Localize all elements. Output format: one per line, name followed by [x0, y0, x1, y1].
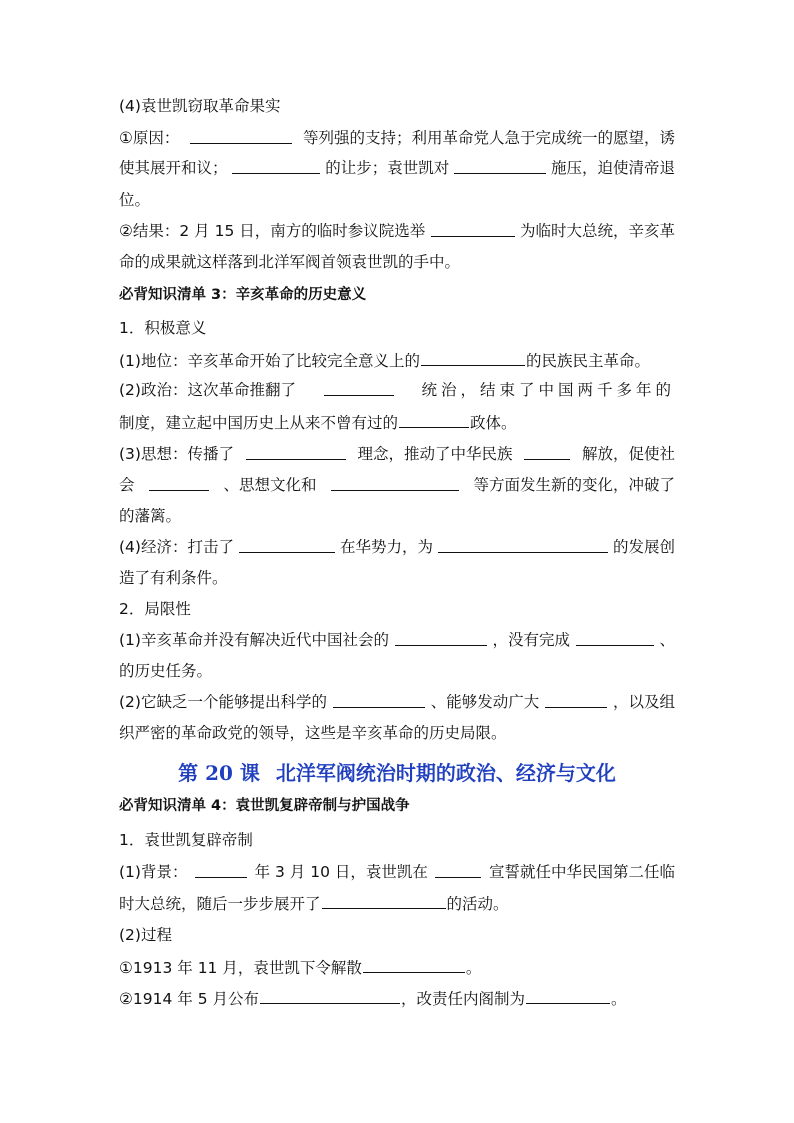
- fill-blank[interactable]: [331, 475, 459, 491]
- text-run: (1)背景：: [119, 863, 188, 881]
- text-run: 制度，建立起中国历史上从来不曾有过的: [119, 414, 399, 432]
- text-run: 等列强的支持；利用革命党人急于完成统一的愿望，诱: [302, 129, 675, 147]
- fill-blank[interactable]: [438, 537, 608, 553]
- fill-blank[interactable]: [454, 158, 546, 174]
- text-run: 使其展开和议；: [119, 159, 228, 177]
- text-line: [119, 190, 150, 210]
- fill-blank[interactable]: [239, 537, 335, 553]
- text-line: [119, 925, 172, 945]
- lesson-heading: 北洋军阀统治时期的政治、经济与文化: [275, 761, 616, 785]
- text-line: [119, 893, 509, 914]
- text-line: [119, 568, 228, 588]
- text-line: [119, 380, 675, 400]
- text-line: [119, 537, 675, 557]
- subheading: 2．局限性: [119, 600, 191, 618]
- text-run: ，没有完成: [492, 631, 570, 649]
- fill-blank[interactable]: [399, 412, 469, 428]
- text-run: 时大总统，随后一步步展开了: [119, 895, 321, 913]
- text-line: [119, 723, 507, 743]
- text-run: (1)辛亥革命并没有解决近代中国社会的: [119, 631, 389, 649]
- text-run: 等方面发生新的变化，冲破了: [473, 476, 675, 494]
- text-run: ②1914 年 5 月公布: [119, 990, 259, 1008]
- text-line: [119, 350, 650, 371]
- text-line: [119, 128, 675, 148]
- subheading: 1．袁世凯复辟帝制: [119, 831, 253, 849]
- text-run: 的发展创: [612, 538, 675, 556]
- heading-yuan-seizes-fruits: (4)袁世凯窃取革命果实: [119, 97, 281, 115]
- fill-blank[interactable]: [524, 444, 570, 460]
- text-line: [119, 692, 675, 712]
- text-run: (4)经济：打击了: [119, 538, 234, 556]
- text-line: [119, 599, 191, 619]
- text-line: [119, 252, 460, 272]
- text-run: 施压，迫使清帝退: [550, 159, 675, 177]
- text-run: 。: [465, 959, 482, 977]
- fill-blank[interactable]: [435, 862, 481, 878]
- text-line: [119, 862, 675, 882]
- text-run: 、思想文化和: [223, 476, 317, 494]
- fill-blank[interactable]: [232, 158, 320, 174]
- text-run: 解放，促使社: [581, 445, 675, 463]
- fill-blank[interactable]: [421, 350, 525, 366]
- fill-blank[interactable]: [395, 630, 487, 646]
- text-run: (2)过程: [119, 926, 172, 944]
- fill-blank[interactable]: [149, 475, 209, 491]
- text-run: 在华势力，为: [339, 538, 433, 556]
- text-run: 织严密的革命政党的领导，这些是辛亥革命的历史局限。: [119, 724, 507, 742]
- text-run: ，以及组: [612, 693, 675, 711]
- text-run: 的民族民主革命。: [525, 352, 650, 370]
- text-run: (2)政治：这次革命推翻了: [119, 381, 296, 399]
- text-run: 必背知识清单 4：袁世凯复辟帝制与护国战争: [119, 798, 410, 814]
- text-run: ②结果：2 月 15 日，南方的临时参议院选举: [119, 222, 426, 240]
- text-run: 必背知识清单 3：辛亥革命的历史意义: [119, 287, 367, 303]
- text-run: 的活动。: [446, 895, 509, 913]
- text-line: [119, 412, 517, 433]
- text-run: ，改责任内阁制为: [401, 990, 526, 1008]
- section-heading: [119, 285, 366, 305]
- text-run: 理念，推动了中华民族: [357, 445, 513, 463]
- text-line: [119, 475, 675, 495]
- text-run: 政体。: [470, 414, 517, 432]
- text-run: 、: [659, 631, 675, 649]
- text-run: (3)思想：传播了: [119, 445, 234, 463]
- text-run: 造了有利条件。: [119, 569, 228, 587]
- fill-blank[interactable]: [431, 221, 515, 237]
- lesson-number: 第 20 课: [178, 761, 260, 785]
- text-run: 宣誓就任中华民国第二任临: [488, 863, 675, 881]
- text-line: [119, 988, 627, 1009]
- text-line: [119, 506, 181, 526]
- text-line: [119, 444, 675, 464]
- text-run: 位。: [119, 191, 151, 209]
- text-run: 会: [119, 476, 135, 494]
- lesson-title: [0, 757, 794, 786]
- text-line: [119, 830, 253, 850]
- fill-blank[interactable]: [322, 893, 446, 909]
- fill-blank[interactable]: [260, 988, 400, 1004]
- text-run: 的历史任务。: [119, 662, 213, 680]
- fill-blank[interactable]: [190, 128, 292, 144]
- subheading: 1．积极意义: [119, 319, 207, 337]
- fill-blank[interactable]: [195, 862, 247, 878]
- fill-blank[interactable]: [576, 630, 654, 646]
- text-run: (1)地位：辛亥革命开始了比较完全意义上的: [119, 352, 420, 370]
- text-run: (2)它缺乏一个能够提出科学的: [119, 693, 327, 711]
- text-run: 、能够发动广大: [430, 693, 540, 711]
- text-run: ①原因：: [119, 129, 180, 147]
- text-line: [119, 221, 675, 241]
- text-run: 的让步；袁世凯对: [325, 159, 450, 177]
- text-run: 命的成果就这样落到北洋军阀首领袁世凯的手中。: [119, 253, 461, 271]
- fill-blank[interactable]: [246, 444, 346, 460]
- text-run: ①1913 年 11 月，袁世凯下令解散: [119, 959, 362, 977]
- fill-blank[interactable]: [333, 692, 425, 708]
- text-run: 统治，结束了中国两千多年的: [421, 381, 675, 399]
- section-heading: [119, 796, 410, 816]
- text-line: [119, 661, 212, 681]
- fill-blank[interactable]: [526, 988, 610, 1004]
- fill-blank[interactable]: [545, 692, 607, 708]
- text-run: 年 3 月 10 日，袁世凯在: [254, 863, 428, 881]
- text-line: [119, 158, 675, 178]
- text-line: [119, 957, 481, 978]
- fill-blank[interactable]: [363, 957, 465, 973]
- text-run: 为临时大总统，辛亥革: [519, 222, 675, 240]
- fill-blank[interactable]: [324, 380, 394, 396]
- text-line: [119, 318, 206, 338]
- text-run: 。: [611, 990, 627, 1008]
- text-line: [119, 96, 280, 116]
- text-line: [119, 630, 675, 650]
- text-run: 的藩篱。: [119, 507, 182, 525]
